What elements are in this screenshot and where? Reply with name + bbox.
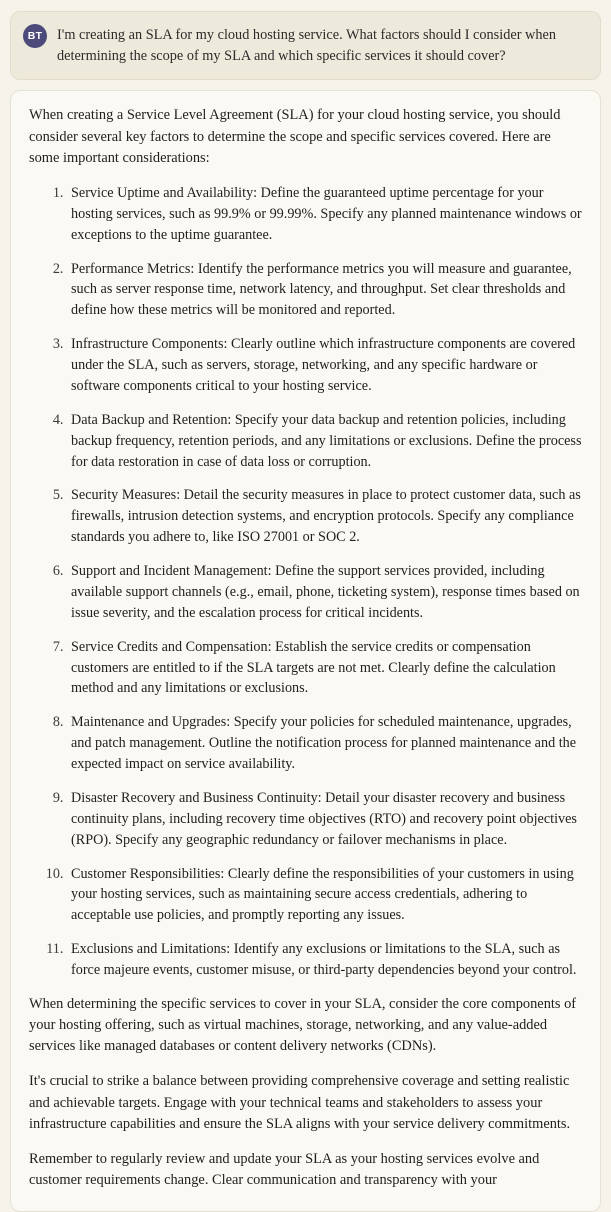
user-message <box>10 11 601 80</box>
list-item <box>67 334 582 397</box>
user-avatar: BT <box>23 24 47 48</box>
list-item-text: Support and Incident Management: Define the support services provided, including available support channels (e.g., email, phone, ticketing system), response times based on issue severity, and the escalation process for critical incidents. <box>71 563 580 621</box>
list-item <box>67 485 582 548</box>
assistant-intro-paragraph: When creating a Service Level Agreement (SLA) for your cloud hosting service, you should consider several key factors to determine the scope and specific services covered. Here are some important considerations: <box>29 107 561 166</box>
list-item-text: Service Uptime and Availability: Define the guaranteed uptime percentage for your hosting services, such as 99.9% or 99.99%. Specify any planned maintenance windows or exceptions to the uptime guarantee. <box>71 184 582 243</box>
list-item <box>67 788 582 851</box>
list-item-text: Security Measures: Detail the security measures in place to protect customer data, such as firewalls, intrusion detection systems, and encryption protocols. Specify any compliance standards you adhere to, like ISO 27001 or SOC 2. <box>71 487 581 546</box>
list-item-text: Service Credits and Compensation: Establish the service credits or compensation customers are entitled to if the SLA targets are not met. Clearly define the calculation method and any limitations or exclusions. <box>71 638 556 697</box>
assistant-message <box>10 90 601 1212</box>
assistant-closing-paragraph-1: When determining the specific services to cover in your SLA, consider the core components of your hosting offering, such as virtual machines, storage, networking, and any value-added services like managed databases or content delivery networks (CDNs). <box>29 995 577 1055</box>
assistant-closing-paragraph-3: Remember to regularly review and update your SLA as your hosting services evolve and customer requirements change. Clear communication and transparency with your <box>29 1150 540 1189</box>
list-item <box>67 259 582 322</box>
list-item-text: Maintenance and Upgrades: Specify your policies for scheduled maintenance, upgrades, and patch management. Outline the notification process for planned maintenance and the expected impact on service availability. <box>71 714 577 773</box>
list-item-text: Infrastructure Components: Clearly outline which infrastructure components are covered under the SLA, such as servers, storage, networking, and any specific hardware or software components critical to your hosting service. <box>71 336 576 394</box>
list-item <box>67 939 582 981</box>
list-item <box>67 712 582 775</box>
list-item <box>67 410 582 473</box>
sla-factors-list <box>29 183 582 981</box>
list-item <box>67 561 582 624</box>
assistant-closing-paragraph-2: It's crucial to strike a balance between providing comprehensive coverage and setting realistic and achievable targets. Engage with your technical teams and stakeholders to assess your infrastructure capabilities and ensure the SLA aligns with your service delivery commitments. <box>29 1073 571 1132</box>
list-item-text: Exclusions and Limitations: Identify any exclusions or limitations to the SLA, such as force majeure events, customer misuse, or third-party dependencies beyond your control. <box>71 941 577 979</box>
list-item <box>67 183 582 246</box>
list-item-text: Data Backup and Retention: Specify your data backup and retention policies, including backup frequency, retention periods, and any limitations or exclusions. Define the process for data restoration in case of data loss or corruption. <box>71 411 582 470</box>
list-item-text: Disaster Recovery and Business Continuity: Detail your disaster recovery and business continuity plans, including recovery time objectives (RTO) and recovery point objectives (RPO). Specify any geographic redundancy or failover mechanisms in place. <box>71 789 577 848</box>
user-message-text: I'm creating an SLA for my cloud hosting service. What factors should I consider when determining the scope of my SLA and which specific services it should cover? <box>57 27 557 64</box>
list-item <box>67 637 582 700</box>
list-item-text: Performance Metrics: Identify the performance metrics you will measure and guarantee, such as server response time, network latency, and throughput. Set clear thresholds and define how these metrics will be monitored and reported. <box>71 260 572 319</box>
list-item <box>67 864 582 927</box>
list-item-text: Customer Responsibilities: Clearly define the responsibilities of your customers in using your hosting services, such as maintaining secure access credentials, adhering to acceptable use policies, and promptly reporting any issues. <box>71 865 574 924</box>
